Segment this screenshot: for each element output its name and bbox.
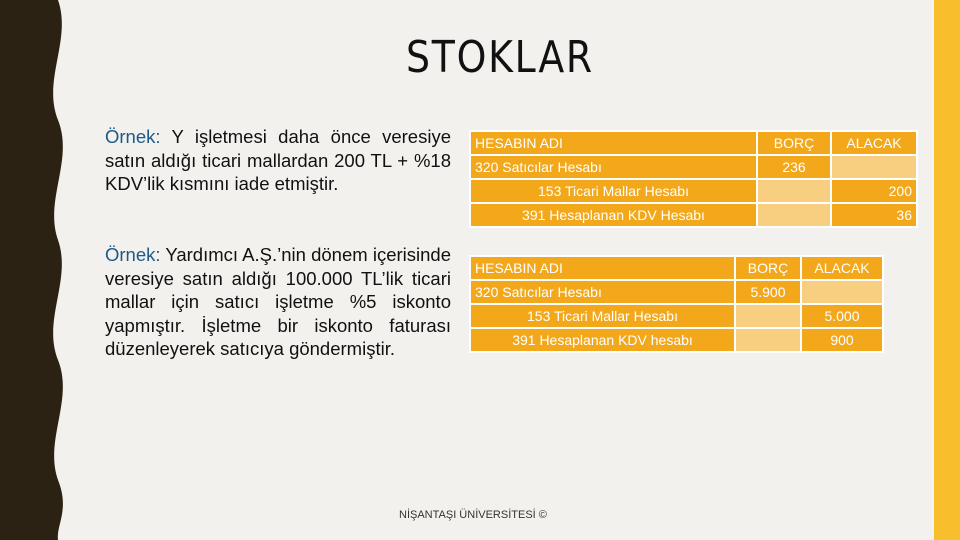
debit-cell [735, 304, 801, 328]
example-1-text: Y işletmesi daha önce veresiye satın aldığı ticari mallardan 200 TL + %18 KDV’lik kısmını iade etmiştir. [105, 126, 451, 194]
account-name-cell: 153 Ticari Mallar Hesabı [470, 304, 735, 328]
account-name-cell: 153 Ticari Mallar Hesabı [470, 179, 757, 203]
example-1-label: Örnek: [105, 126, 161, 147]
table-row [470, 280, 883, 304]
credit-cell [801, 280, 883, 304]
example-2-label: Örnek: [105, 244, 161, 265]
account-name-cell: 320 Satıcılar Hesabı [470, 280, 735, 304]
account-name-cell: 320 Satıcılar Hesabı [470, 155, 757, 179]
debit-cell: 5.900 [735, 280, 801, 304]
journal-entry-table-1 [469, 130, 918, 228]
table-row [470, 179, 917, 203]
footer-text: NİŞANTAŞI ÜNİVERSİTESİ © [399, 509, 547, 521]
table-row [470, 304, 883, 328]
header-debit: BORÇ [735, 256, 801, 280]
left-border-decoration [0, 0, 75, 540]
debit-cell [735, 328, 801, 352]
table-row [470, 203, 917, 227]
header-credit: ALACAK [831, 131, 917, 155]
example-1-paragraph [105, 125, 451, 196]
example-2-paragraph [105, 243, 451, 361]
right-accent-bar [934, 0, 960, 540]
credit-cell: 36 [831, 203, 917, 227]
header-account-name: HESABIN ADI [470, 256, 735, 280]
credit-cell [831, 155, 917, 179]
header-debit: BORÇ [757, 131, 831, 155]
account-name-cell: 391 Hesaplanan KDV hesabı [470, 328, 735, 352]
table-header-row [470, 131, 917, 155]
table-row [470, 155, 917, 179]
example-2-text: Yardımcı A.Ş.’nin dönem içerisinde veresiye satın aldığı 100.000 TL’lik ticari mallar için satıcı işletme %5 iskonto yapmıştır. İşletme bir iskonto faturası düzenleyerek satıcıya göndermiştir. [105, 244, 451, 359]
credit-cell: 5.000 [801, 304, 883, 328]
debit-cell [757, 179, 831, 203]
table-header-row [470, 256, 883, 280]
header-account-name: HESABIN ADI [470, 131, 757, 155]
credit-cell: 900 [801, 328, 883, 352]
debit-cell [757, 203, 831, 227]
credit-cell: 200 [831, 179, 917, 203]
debit-cell: 236 [757, 155, 831, 179]
header-credit: ALACAK [801, 256, 883, 280]
table-row [470, 328, 883, 352]
journal-entry-table-2 [469, 255, 884, 353]
slide-title: STOKLAR [406, 32, 594, 83]
account-name-cell: 391 Hesaplanan KDV Hesabı [470, 203, 757, 227]
